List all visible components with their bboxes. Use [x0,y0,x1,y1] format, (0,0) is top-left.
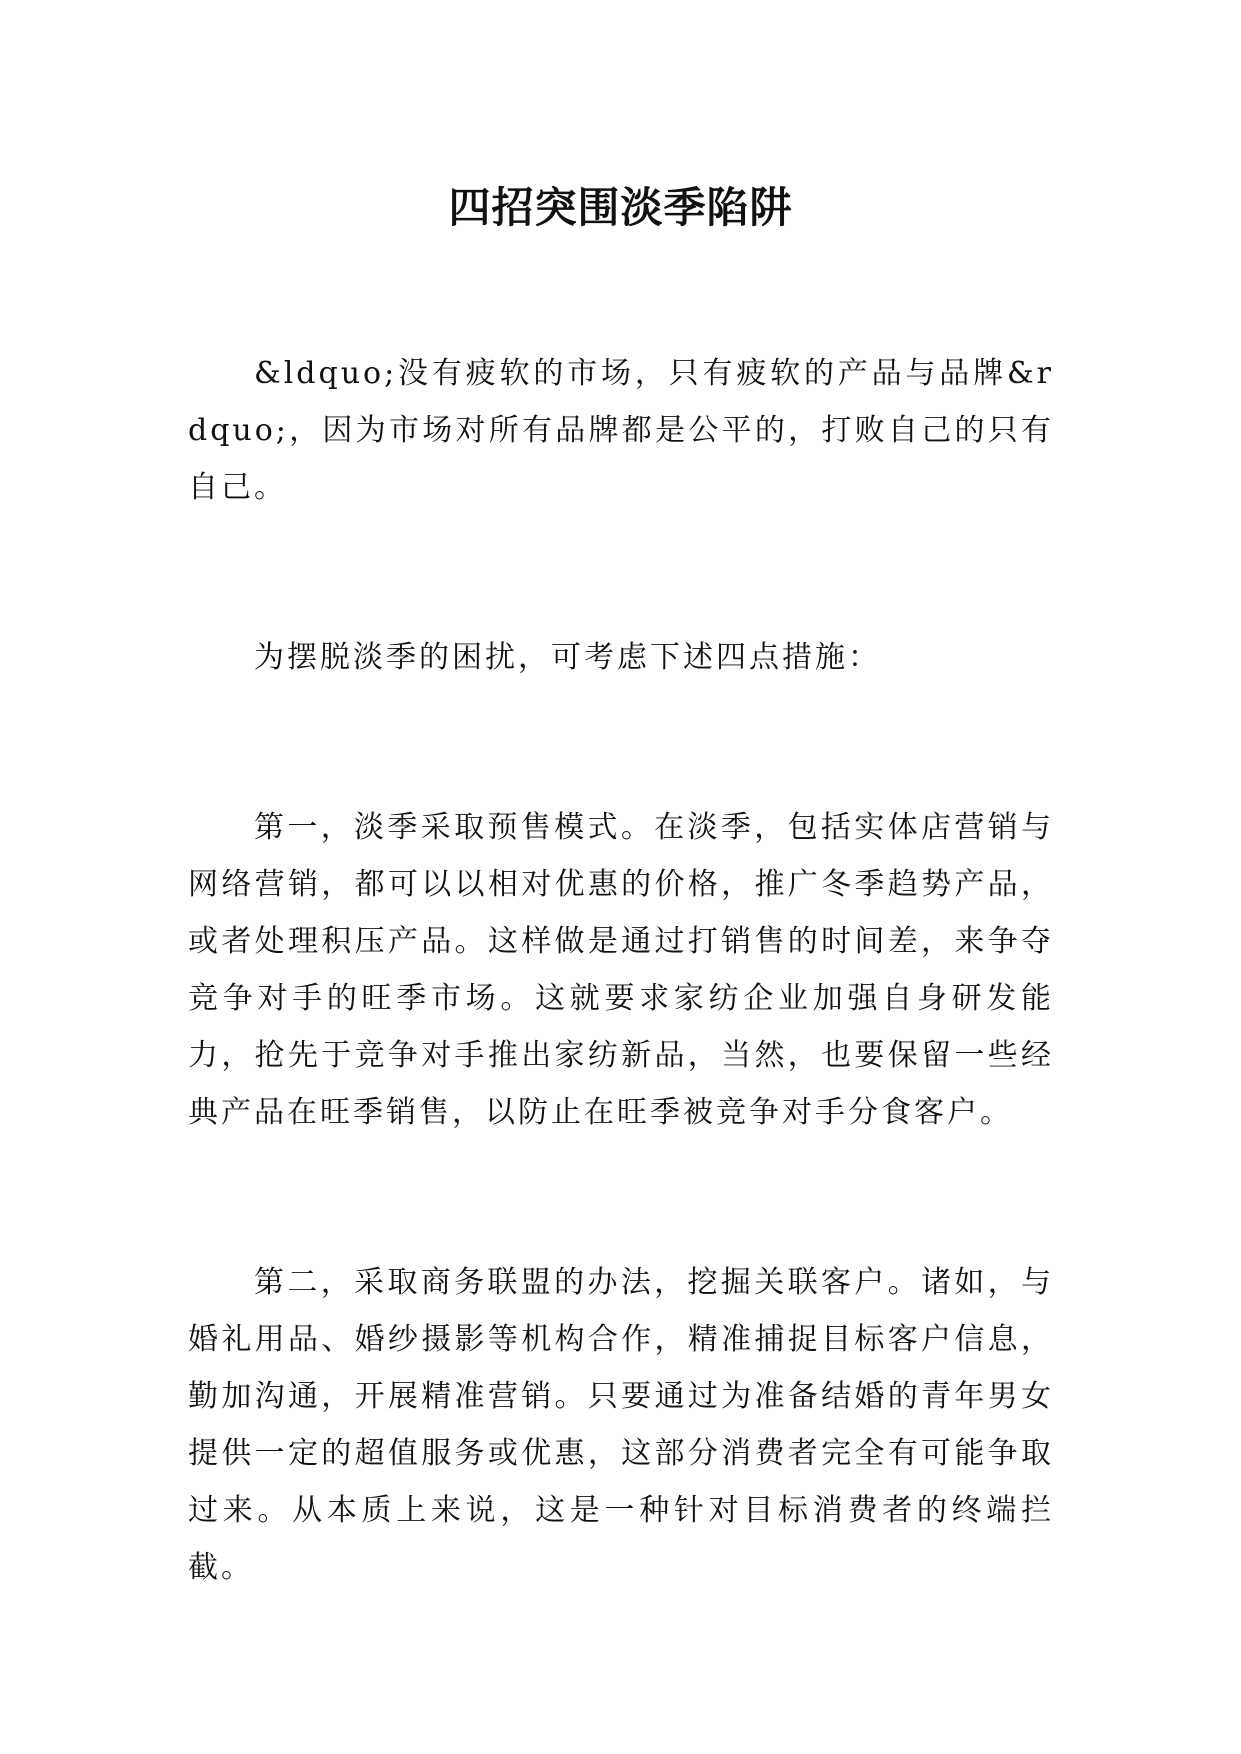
paragraph-intro: &ldquo;没有疲软的市场，只有疲软的产品与品牌&rdquo;，因为市场对所有品牌都是公平的，打败自己的只有自己。 [188,356,1054,505]
paragraph-first-measure: 第一，淡季采取预售模式。在淡季，包括实体店营销与网络营销，都可以以相对优惠的价格，推广冬季趋势产品，或者处理积压产品。这样做是通过打销售的时间差，来争夺竞争对手的旺季市场。这就要求家纺企业加强自身研发能力，抢先于竞争对手推出家纺新品，当然，也要保留一些经典产品在旺季销售，以防止在旺季被竞争对手分食客户。 [188,810,1054,1130]
paragraph-second-measure: 第二，采取商务联盟的办法，挖掘关联客户。诸如，与婚礼用品、婚纱摄影等机构合作，精准捕捉目标客户信息，勤加沟通，开展精准营销。只要通过为准备结婚的青年男女提供一定的超值服务或优惠，这部分消费者完全有可能争取过来。从本质上来说，这是一种针对目标消费者的终端拦截。 [188,1265,1054,1585]
paragraph-measures-lead: 为摆脱淡季的困扰，可考虑下述四点措施： [254,640,881,675]
document-title: 四招突围淡季陷阱 [448,183,793,233]
document-body [188,345,1054,1596]
